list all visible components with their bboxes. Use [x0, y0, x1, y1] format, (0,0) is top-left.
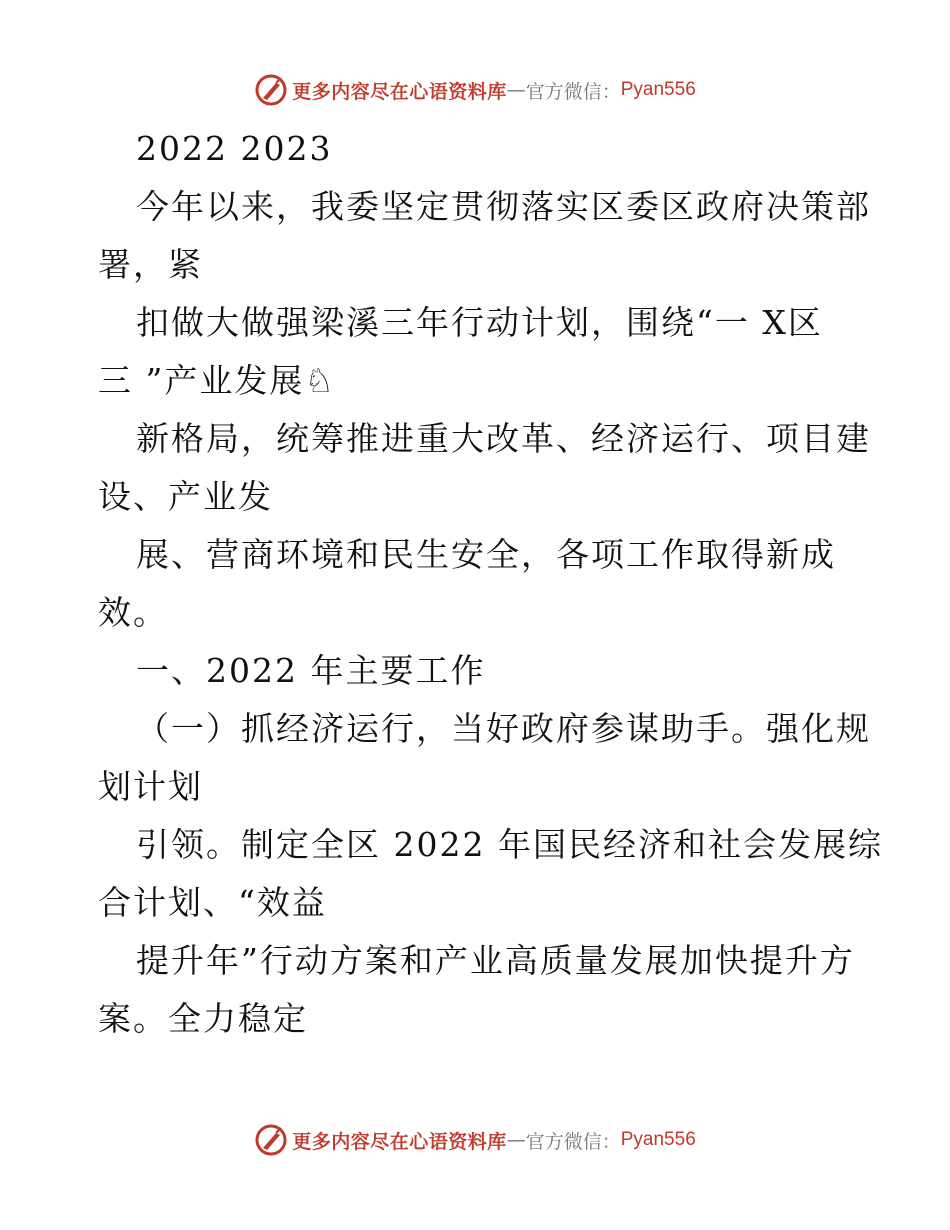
watermark-site-text: 更多内容尽在心语资料库 — [292, 80, 507, 103]
section-heading: 一、2022 年主要工作 — [136, 651, 486, 690]
watermark-site-text: 更多内容尽在心语资料库 — [292, 1130, 507, 1153]
body-line: 今年以来，我委坚定贯彻落实区委区政府决策部 — [136, 187, 871, 226]
body-line: 提升年”行动方案和产业高质量发展加快提升方 — [136, 941, 855, 980]
body-line: 引领。制定全区 2022 年国民经济和社会发展综 — [136, 825, 883, 864]
body-line: 新格局，统筹推进重大改革、经济运行、项目建 — [136, 419, 871, 458]
footer-watermark — [0, 1120, 950, 1160]
body-line: 案。全力稳定 — [98, 999, 308, 1038]
quill-pen-logo-icon — [254, 73, 288, 107]
body-line: 三 ”产业发展♘ — [98, 361, 336, 400]
body-line: 扣做大做强梁溪三年行动计划，围绕“一 X区 — [136, 303, 823, 342]
body-line: 设、产业发 — [98, 477, 273, 516]
header-watermark — [0, 70, 950, 110]
watermark-wechat-label: 官方微信： — [525, 1130, 621, 1153]
quill-pen-logo-icon — [254, 1123, 288, 1157]
watermark-wechat-label: 官方微信： — [525, 80, 621, 103]
body-line: 2022 2023 — [136, 129, 333, 168]
body-line: 展、营商环境和民生安全，各项工作取得新成 — [136, 535, 836, 574]
watermark-separator: — — [506, 1129, 526, 1151]
watermark-account: Pyan556 — [620, 1129, 696, 1150]
body-line: 署，紧 — [98, 245, 203, 284]
document-body — [98, 120, 883, 1048]
watermark-separator: — — [506, 79, 526, 101]
body-line: 合计划、“效益 — [98, 883, 327, 922]
watermark-account: Pyan556 — [620, 79, 696, 100]
body-line: 划计划 — [98, 767, 203, 806]
body-line: （一）抓经济运行，当好政府参谋助手。强化规 — [136, 709, 871, 748]
body-line: 效。 — [98, 593, 168, 632]
